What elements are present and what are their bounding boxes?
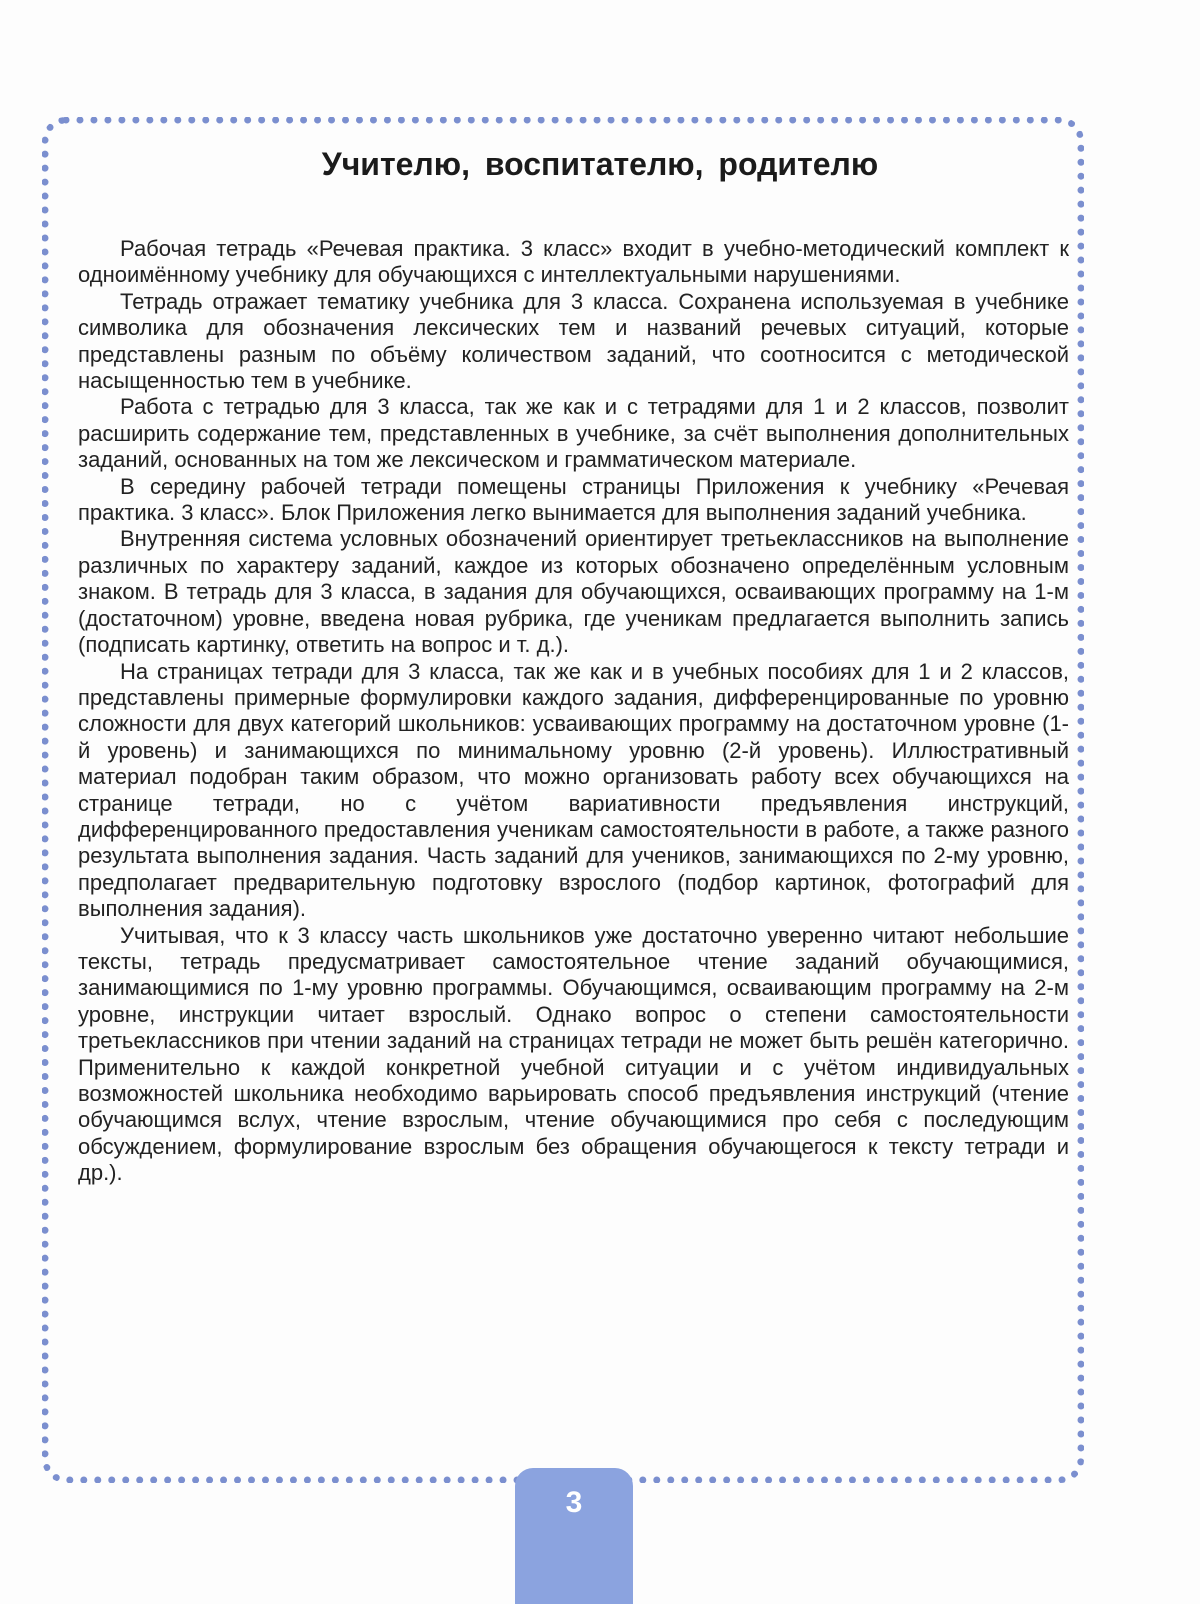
paragraph: Тетрадь отражает тематику учебника для 3 класса. Сохранена используемая в учебнике символика для обозначения лексических тем и названий речевых ситуаций, которые представлены разным по объёму количеством заданий, что соотносится с методической насыщенностью тем в учебнике. [78,288,1069,394]
page-title: Учителю, воспитателю, родителю [321,146,879,182]
body-text [78,236,1069,1187]
paragraph: Рабочая тетрадь «Речевая практика. 3 класс» входит в учебно-методический комплект к одноимённому учебнику для обучающихся с интеллектуальными нарушениями. [78,236,1069,288]
paragraph: Внутренняя система условных обозначений ориентирует третьеклассников на выполнение различных по характеру заданий, каждое из которых обозначено определённым условным знаком. В тетрадь для 3 класса, в задания для обучающихся, осваивающих программу на 1-м (достаточном) уровне, введена новая рубрика, где ученикам предлагается выполнить запись (подписать картинку, ответить на вопрос и т. д.). [78,526,1069,658]
paragraph: На страницах тетради для 3 класса, так же как и в учебных пособиях для 1 и 2 классов, представлены примерные формулировки каждого задания, дифференцированные по уровню сложности для двух категорий школьников: усваивающих программу на достаточном уровне (1-й уровень) и занимающихся по минимальному уровню (2-й уровень). Иллюстративный материал подобран таким образом, что можно организовать работу всех обучающихся на странице тетради, но с учётом вариативности предъявления инструкций, дифференцированного предоставления ученикам самостоятельности в работе, а также разного результата выполнения задания. Часть заданий для учеников, занимающихся по 2-му уровню, предполагает предварительную подготовку взрослого (подбор картинок, фотографий для выполнения задания). [78,658,1069,922]
page-number-tab [515,1468,633,1604]
page-number: 3 [565,1486,583,1519]
paragraph: В середину рабочей тетради помещены страницы Приложения к учебнику «Речевая практика. 3 класс». Блок Приложения легко вынимается для выполнения заданий учебника. [78,473,1069,526]
paragraph: Работа с тетрадью для 3 класса, так же как и с тетрадями для 1 и 2 классов, позволит расширить содержание тем, представленных в учебнике, за счёт выполнения дополнительных заданий, основанных на том же лексическом и грамматическом материале. [78,394,1069,473]
paragraph: Учитывая, что к 3 классу часть школьников уже достаточно уверенно читают небольшие тексты, тетрадь предусматривает самостоятельное чтение заданий обучающимися, занимающимися по 1-му уровню программы. Обучающимся, осваивающим программу на 2-м уровне, инструкции читает взрослый. Однако вопрос о степени самостоятельности третьеклассников при чтении заданий на страницах тетради не может быть решён категорично. Применительно к каждой конкретной учебной ситуации и с учётом индивидуальных возможностей школьника необходимо варьировать способ предъявления инструкций (чтение обучающимся вслух, чтение взрослым, чтение обучающимися про себя с последующим обсуждением, формулирование взрослым без обращения обучающегося к тексту тетради и др.). [78,922,1069,1186]
